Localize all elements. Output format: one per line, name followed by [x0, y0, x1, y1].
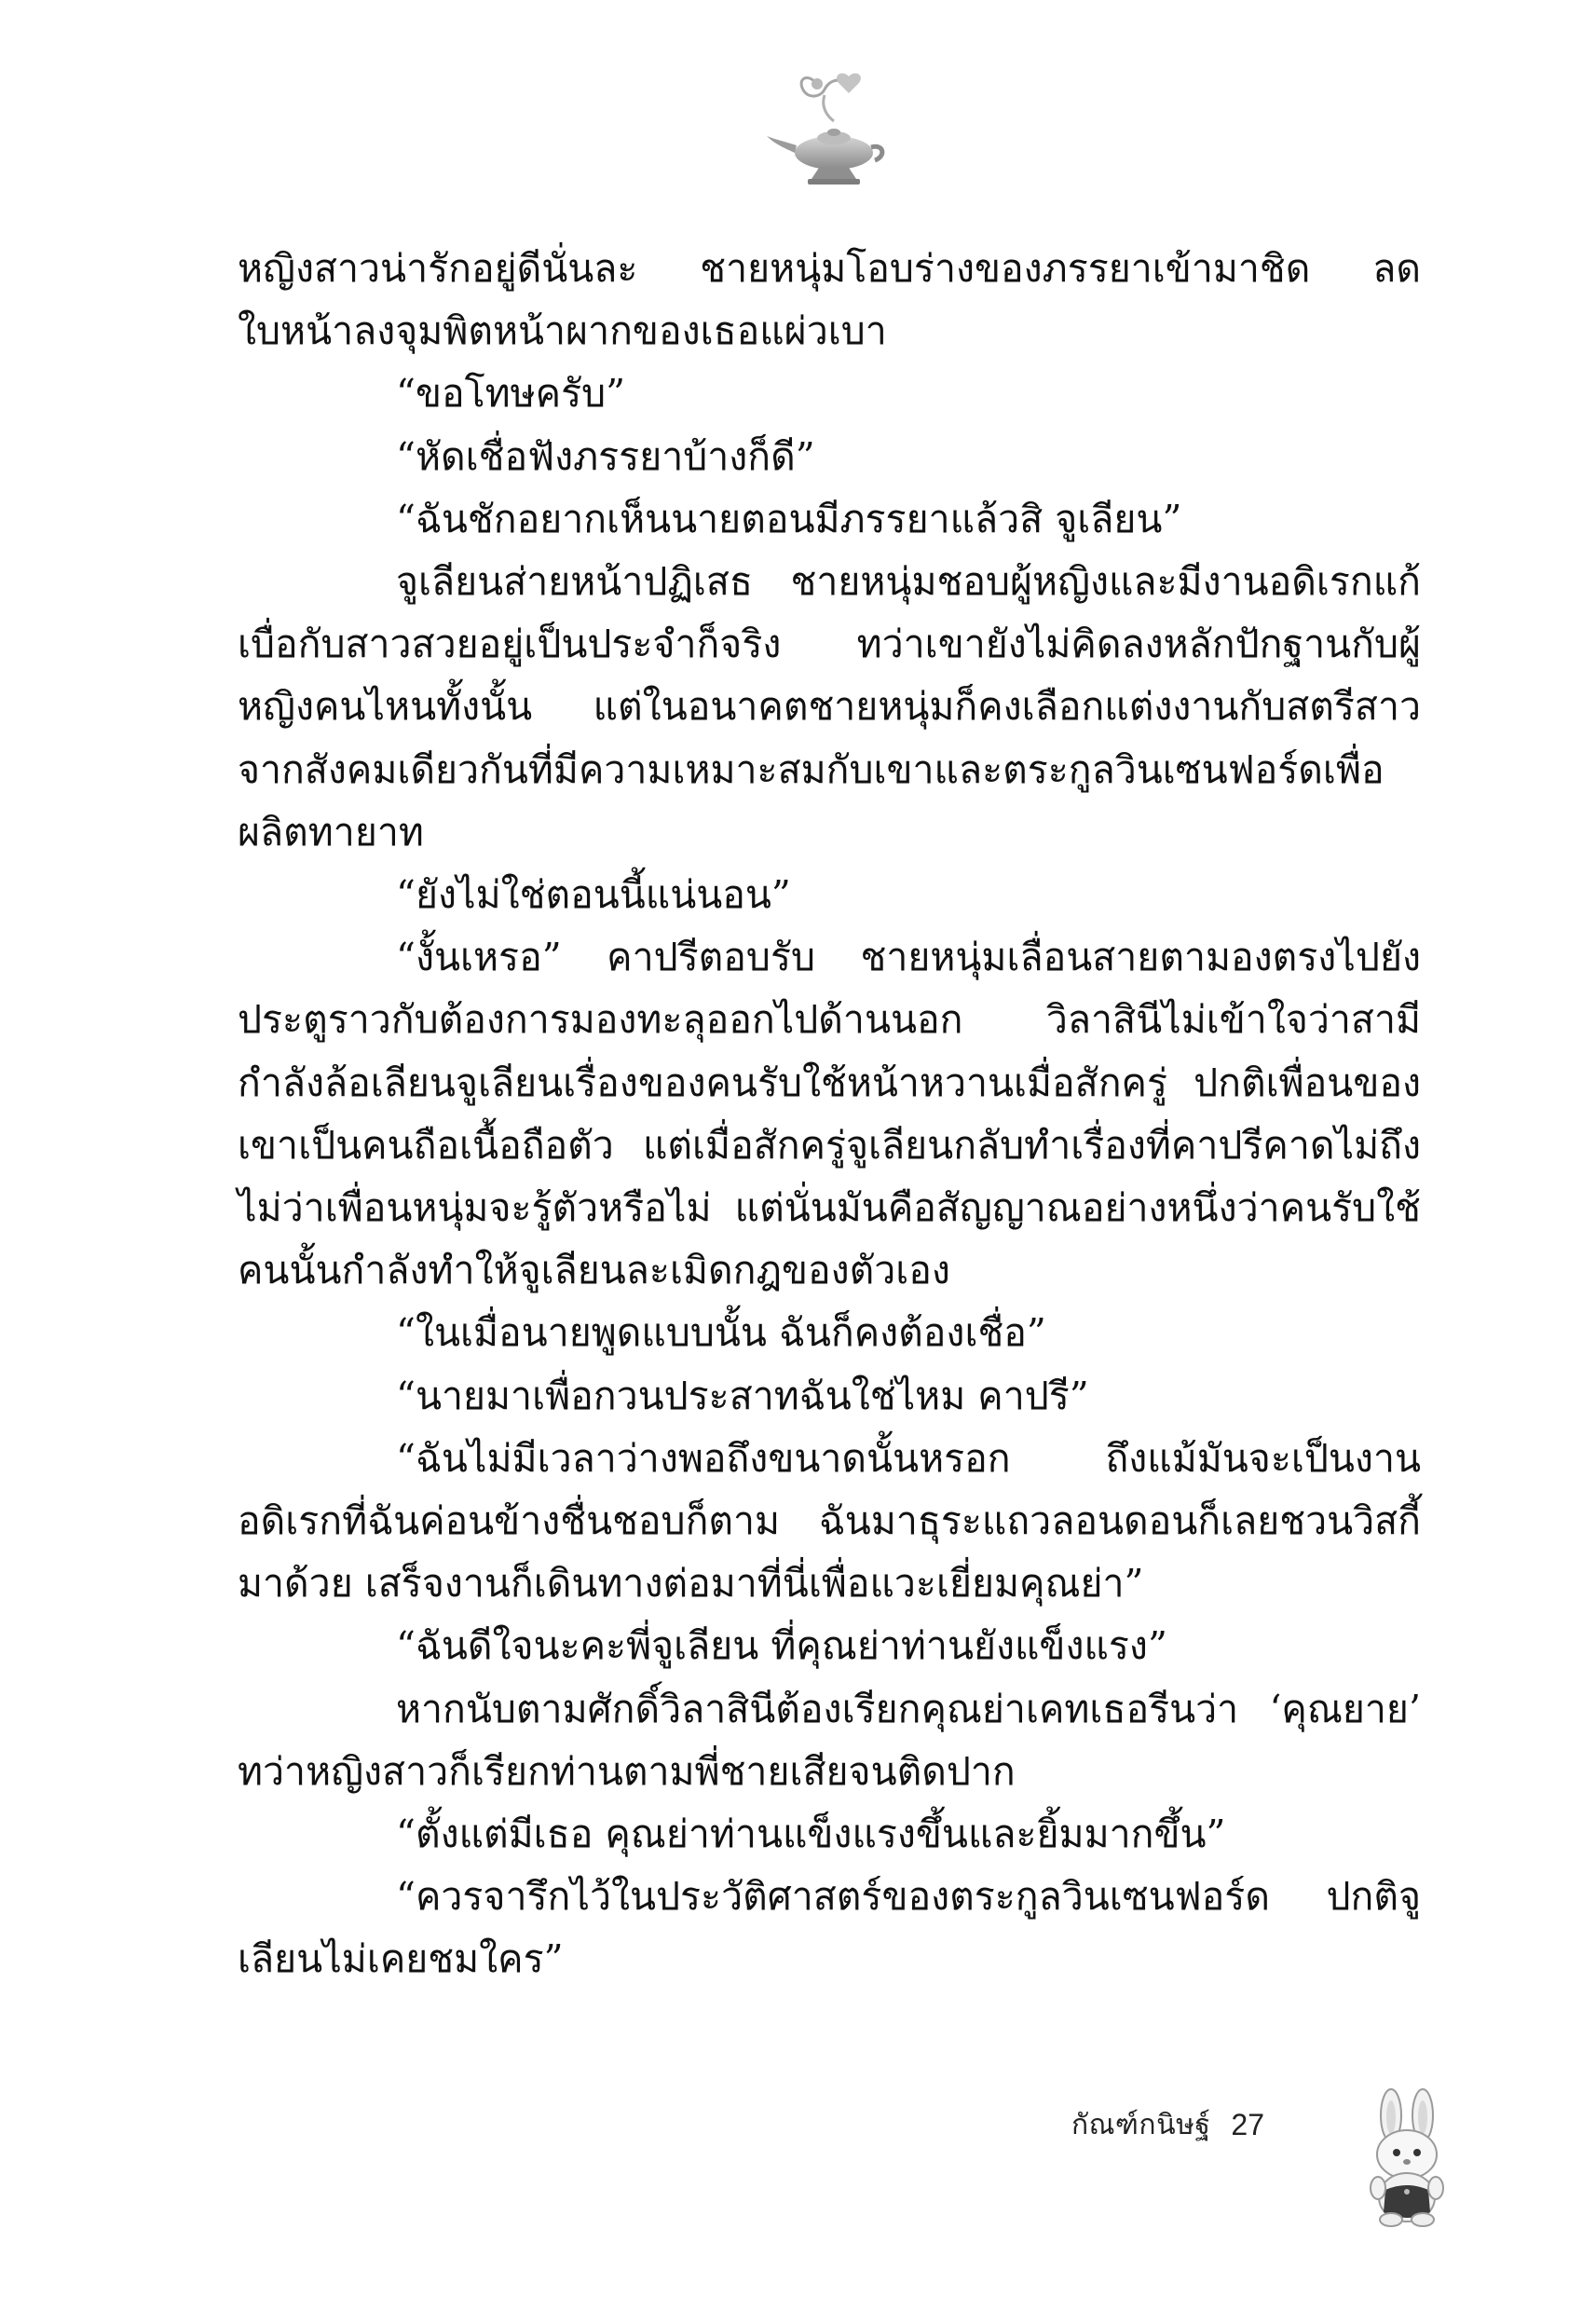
paragraph: “ตั้งแต่มีเธอ คุณย่าท่านแข็งแรงขึ้นและยิ้มมากขึ้น”: [396, 1812, 1226, 1857]
paragraph: “ฉันดีใจนะคะพี่จูเลียน ที่คุณย่าท่านยังแข็งแรง”: [396, 1623, 1167, 1669]
body-text: [238, 238, 1421, 1991]
paragraph: “ขอโทษครับ”: [396, 371, 626, 417]
paragraph: จูเลียนส่ายหน้าปฏิเสธ ชายหนุ่มชอบผู้หญิงและมีงานอดิเรกแก้เบื่อกับสาวสวยอยู่เป็นประจำก็จริง ทว่าเขายังไม่คิดลงหลักปักฐานกับผู้หญิงคนไหนทั้งนั้น แต่ในอนาคตชายหนุ่มก็คงเลือกแต่งงานกับสตรีสาวจากสังคมเดียวกันที่มีความเหมาะสมกับเขาและตระกูลวินเซนฟอร์ดเพื่อผลิตทายาท: [238, 559, 1421, 855]
genie-lamp-icon: [759, 63, 890, 194]
page-number: 27: [1231, 2107, 1264, 2141]
paragraph: “ยังไม่ใช่ตอนนี้แน่นอน”: [396, 872, 791, 918]
bunny-plush-icon: [1356, 2087, 1458, 2227]
paragraph: “ในเมื่อนายพูดแบบนั้น ฉันก็คงต้องเชื่อ”: [396, 1310, 1046, 1356]
book-title: กัณฑ์กนิษฐ์: [1071, 2108, 1211, 2141]
paragraph: หากนับตามศักดิ์วิลาสินีต้องเรียกคุณย่าเคทเธอรีนว่า ‘คุณยาย’ ทว่าหญิงสาวก็เรียกท่านตามพี่ชายเสียจนติดปาก: [238, 1686, 1421, 1794]
page-footer: [1071, 2097, 1264, 2153]
paragraph: “หัดเชื่อฟังภรรยาบ้างก็ดี”: [396, 433, 815, 479]
paragraph: “ควรจารึกไว้ในประวัติศาสตร์ของตระกูลวินเซนฟอร์ด ปกติจูเลียนไม่เคยชมใคร”: [238, 1874, 1421, 1982]
paragraph: “นายมาเพื่อกวนประสาทฉันใช่ไหม คาปรี”: [396, 1373, 1089, 1418]
paragraph: “ฉันไม่มีเวลาว่างพอถึงขนาดนั้นหรอก ถึงแม้มันจะเป็นงานอดิเรกที่ฉันค่อนข้างชื่นชอบก็ตาม ฉันมาธุระแถวลอนดอนก็เลยชวนวิสกี้มาด้วย เสร็จงานก็เดินทางต่อมาที่นี่เพื่อแวะเยี่ยมคุณย่า”: [238, 1435, 1421, 1607]
paragraph: “งั้นเหรอ” คาปรีตอบรับ ชายหนุ่มเลื่อนสายตามองตรงไปยังประตูราวกับต้องการมองทะลุออกไปด้านนอก วิลาสินีไม่เข้าใจว่าสามีกำลังล้อเลียนจูเลียนเรื่องของคนรับใช้หน้าหวานเมื่อสักครู่ ปกติเพื่อนของเขาเป็นคนถือเนื้อถือตัว แต่เมื่อสักครู่จูเลียนกลับทำเรื่องที่คาปรีคาดไม่ถึง ไม่ว่าเพื่อนหนุ่มจะรู้ตัวหรือไม่ แต่นั่นมันคือสัญญาณอย่างหนึ่งว่าคนรับใช้คนนั้นกำลังทำให้จูเลียนละเมิดกฎของตัวเอง: [238, 935, 1421, 1293]
paragraph: “ฉันชักอยากเห็นนายตอนมีภรรยาแล้วสิ จูเลียน”: [396, 496, 1182, 541]
paragraph: หญิงสาวน่ารักอยู่ดีนั่นละ ชายหนุ่มโอบร่างของภรรยาเข้ามาชิด ลดใบหน้าลงจุมพิตหน้าผากของเธอแผ่วเบา: [238, 246, 1421, 354]
